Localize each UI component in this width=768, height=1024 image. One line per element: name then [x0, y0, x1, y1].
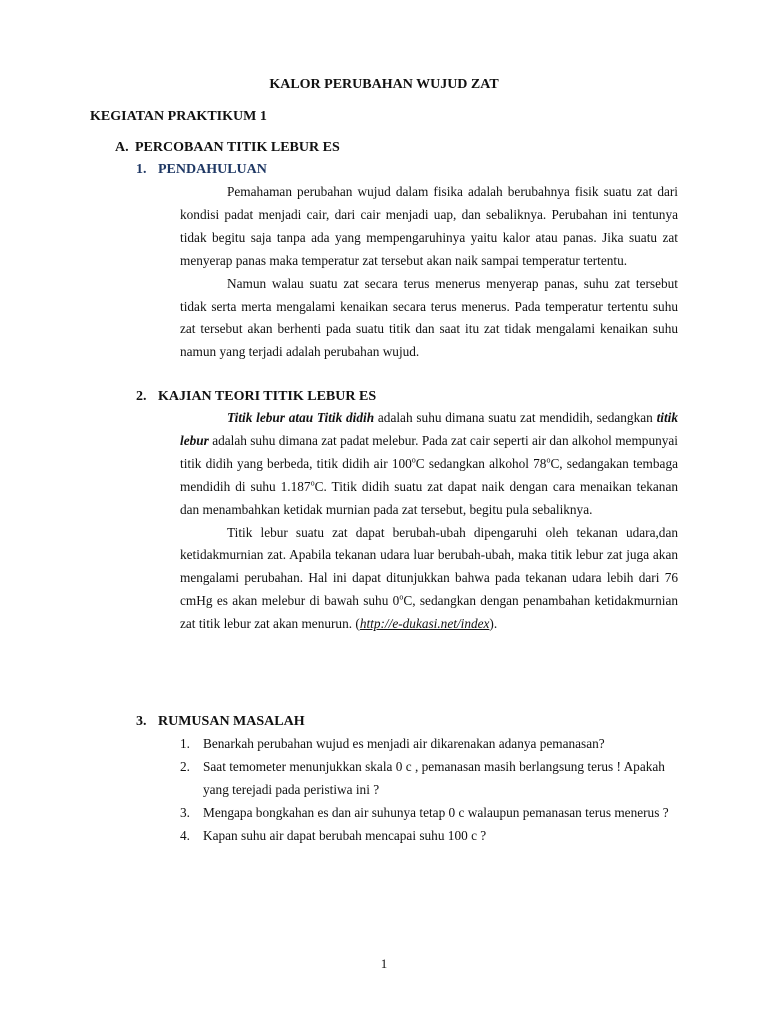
- section-3-heading: [136, 714, 305, 730]
- term-titik-lebur: titik lebur: [180, 410, 678, 448]
- list-item: 1. Benarkah perubahan wujud es menjadi air dikarenakan adanya pemanasan?: [180, 736, 605, 751]
- section-a-number: A.: [115, 140, 129, 155]
- reference-link[interactable]: http://e-dukasi.net/index: [359, 616, 490, 632]
- section-a-label: PERCOBAAN TITIK LEBUR ES: [135, 140, 340, 155]
- section-1-number: 1.: [136, 162, 147, 177]
- rumusan-list: [180, 733, 680, 848]
- list-item: 3. Mengapa bongkahan es dan air suhunya tetap 0 c walaupun pemanasan terus menerus ?: [180, 804, 669, 820]
- section-3-label: RUMUSAN MASALAH: [158, 714, 305, 729]
- section-3-number: 3.: [136, 714, 147, 729]
- section-2-number: 2.: [136, 389, 147, 404]
- section-a-heading: [115, 140, 340, 156]
- section-1-body: [180, 181, 678, 364]
- term-titik-lebur-didih: Titik lebur atau Titik didih: [227, 410, 375, 425]
- section-2-label: KAJIAN TEORI TITIK LEBUR ES: [158, 389, 377, 404]
- paragraph-pendahuluan-2: Namun walau suatu zat secara terus menerus menyerap panas, suhu zat tersebut tidak serta merta mengalami kenaikan secara terus menerus. Pada temperatur tertentu suhu zat tersebut akan berhenti pada suatu titik dan saat itu zat tidak mengalami kenaikan suhu namun yang terjadi adalah perubahan wujud.: [180, 275, 678, 360]
- list-item: 4. Kapan suhu air dapat berubah mencapai suhu 100 c ?: [180, 827, 487, 843]
- section-2-body: [180, 407, 678, 636]
- paragraph-pendahuluan-1: Pemahaman perubahan wujud dalam fisika adalah berubahnya fisik suatu zat dari kondisi padat menjadi cair, dari cair menjadi uap, dan sebaliknya. Perubahan ini tentunya tidak begitu saja tanpa ada yang mempengaruhinya yaitu kalor atau panas. Jika suatu zat menyerap panas maka temperatur zat tersebut akan naik sampai temperatur tertentu.: [180, 184, 678, 268]
- list-item: 2. Saat temometer menunjukkan skala 0 c , pemanasan masih berlangsung terus ! Apakah yang terejadi pada peristiwa ini ?: [180, 758, 665, 797]
- paragraph-kajian-1: Titik lebur atau Titik didih adalah suhu dimana suatu zat mendidih, sedangkan titik lebur adalah suhu dimana zat padat melebur. Pada zat cair seperti air dan alkohol mempunyai titik didih yang berbeda, titik didih air 100$^o$C sedangkan alkohol 78$^o$C, sedangakan tembaga mendidih di suhu 1.187$^o$C. Titik didih suatu zat dapat naik dengan cara menaikan tekanan dan menambahkan ketidak murnian pada zat tersebut, begitu pula sebaliknya.: [180, 410, 678, 517]
- paragraph-kajian-2: Titik lebur suatu zat dapat berubah-ubah dipengaruhi oleh tekanan udara,dan ketidakmurnian zat. Apabila tekanan udara luar berubah-ubah, maka titik lebur zat juga akan mengalami perubahan. Hal ini dapat ditunjukkan bahwa pada tekanan udara lebih dari 76 cmHg es akan melebur di bawah suhu 0$^o$C, sedangkan dengan penambahan ketidakmurnian zat titik lebur zat akan menurun. (http://e-dukasi.net/index).: [180, 524, 679, 632]
- page-number: 1: [380, 956, 388, 971]
- section-1-heading: [136, 162, 267, 178]
- section-2-heading: [136, 389, 376, 405]
- kegiatan-heading: KEGIATAN PRAKTIKUM 1: [90, 109, 267, 124]
- section-1-label: PENDAHULUAN: [158, 162, 267, 177]
- document-title: KALOR PERUBAHAN WUJUD ZAT: [269, 77, 499, 92]
